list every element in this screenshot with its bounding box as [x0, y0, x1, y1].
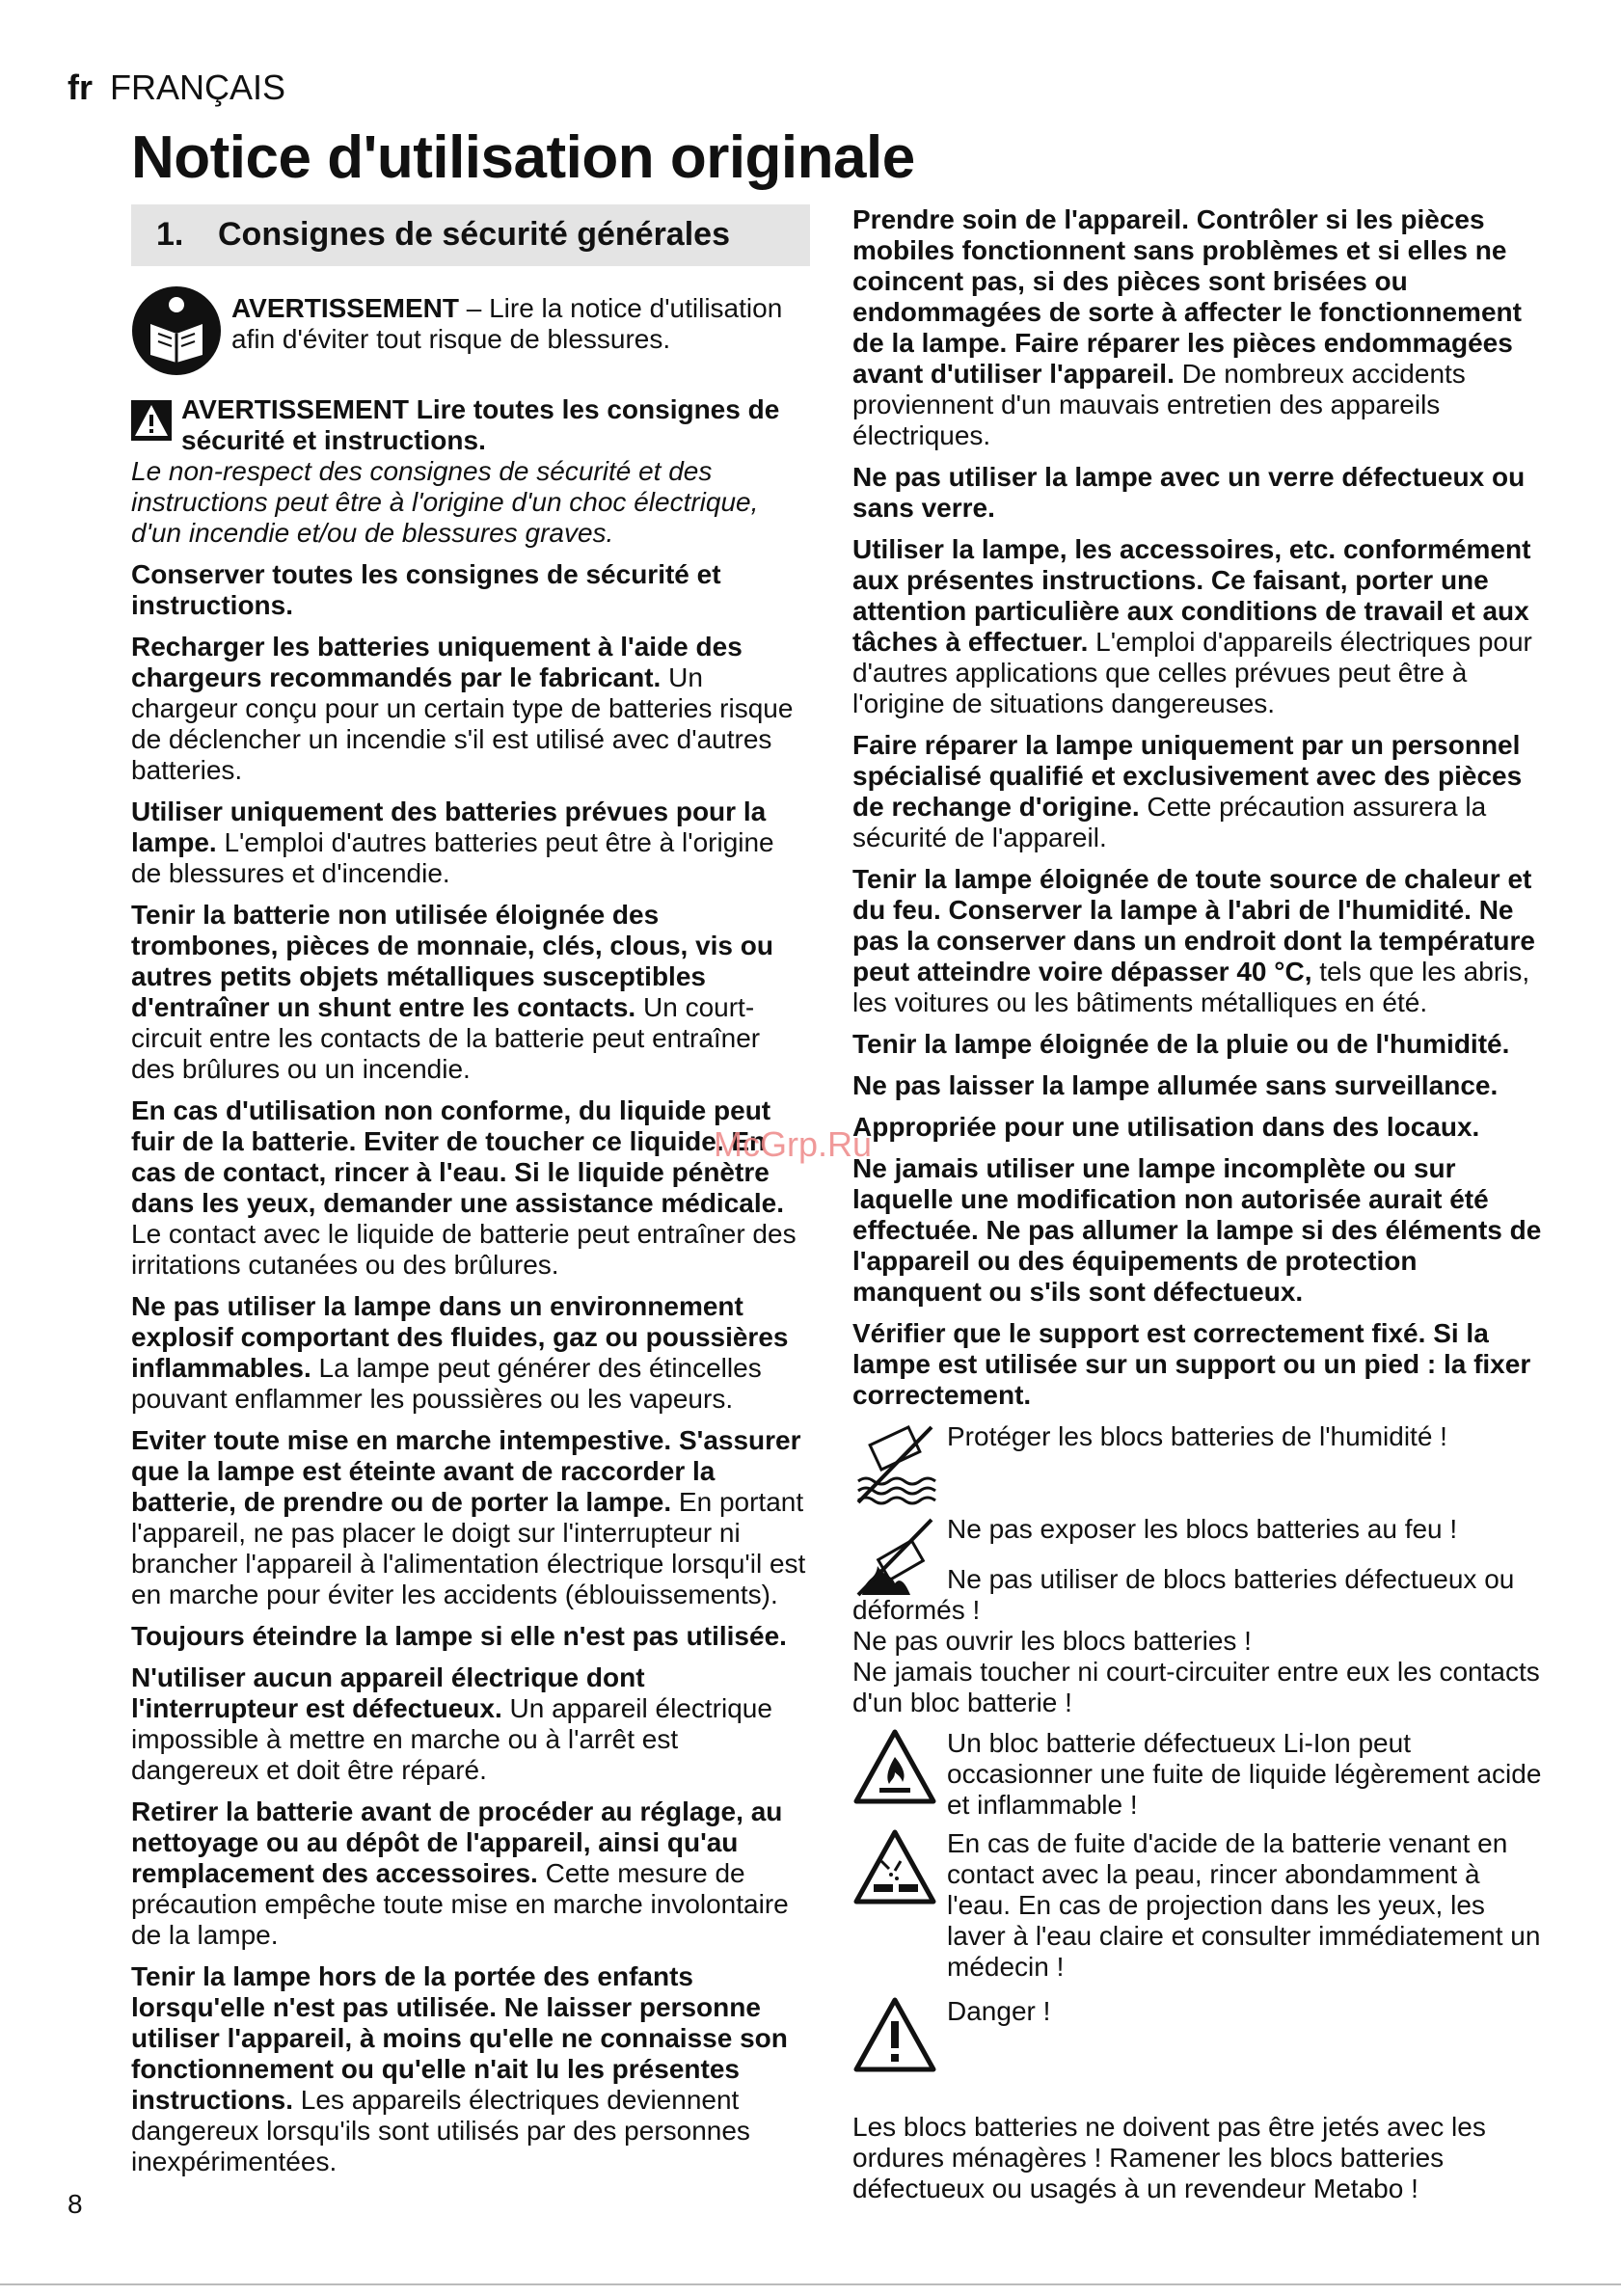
- left-column: [131, 204, 810, 2188]
- symbol-text: Un bloc batterie défectueux Li-Ion peut occasionner une fuite de liquide légèrement acide et inflammable !: [947, 1728, 1542, 1820]
- flammable-warning-icon: [852, 1728, 937, 1805]
- bottom-divider: [0, 2283, 1621, 2285]
- paragraph: Retirer la batterie avant de procéder au réglage, au nettoyage ou au dépôt de l'appareil, ainsi qu'au remplacement des accessoires. Cette mesure de précaution empêche toute mise en marche involontaire de la lampe.: [131, 1796, 789, 1950]
- paragraph: Ne jamais utiliser une lampe incomplète ou sur laquelle une modification non autorisée aurait été effectuée. Ne pas allumer la lampe si des éléments de l'appareil ou des équipements de protection manquent ou s'ils sont défectueux.: [852, 1153, 1542, 1307]
- paragraph: Tenir la lampe éloignée de toute source de chaleur et du feu. Conserver la lampe à l'abri de l'humidité. Ne pas la conserver dans un endroit dont la température peut atteindre voire dépasser 40 °C, tels que les abris, les voitures ou les bâtiments métalliques en été.: [852, 864, 1535, 1017]
- section-heading: [131, 204, 810, 266]
- paragraph: Recharger les batteries uniquement à l'aide des chargeurs recommandés par le fabricant. Un chargeur conçu pour un certain type de batteries risque de déclencher un incendie s'il est utilisé avec d'autres batteries.: [131, 632, 794, 785]
- read-manual-notice: [131, 285, 810, 383]
- symbol-text: Ne pas utiliser de blocs batteries défectueux ou déformés !: [852, 1564, 1515, 1625]
- paragraph: Ne pas utiliser la lampe avec un verre défectueux ou sans verre.: [852, 462, 1526, 523]
- no-moisture-icon: [852, 1421, 937, 1506]
- corrosive-warning-icon: [852, 1828, 937, 1905]
- read-manual-text: – Lire la notice d'utilisation afin d'éviter tout risque de blessures.: [231, 293, 783, 354]
- symbol-flammable: [852, 1728, 1547, 1821]
- watermark: McGrp.Ru: [714, 1124, 873, 1164]
- paragraph: Toujours éteindre la lampe si elle n'est pas utilisée.: [131, 1621, 787, 1651]
- warning-triangle-icon: [131, 400, 172, 441]
- paragraph: N'utiliser aucun appareil électrique dont l'interrupteur est défectueux. Un appareil électrique impossible à mettre en marche ou à l'arrêt est dangereux et doit être réparé.: [131, 1662, 772, 1785]
- symbol-text: Ne jamais toucher ni court-circuiter entre eux les contacts d'un bloc batterie !: [852, 1657, 1540, 1717]
- general-warning: [131, 394, 810, 549]
- paragraph: Tenir la batterie non utilisée éloignée des trombones, pièces de monnaie, clés, clous, vis ou autres petits objets métalliques susceptibles d'entraîner un shunt entre les contacts. Un court-circuit entre les contacts de la batterie peut entraîner des brûlures ou un incendie.: [131, 900, 773, 1084]
- no-fire-icon: [852, 1514, 937, 1599]
- section-title: Consignes de sécurité générales: [218, 216, 730, 253]
- symbol-corrosive: [852, 1828, 1547, 1983]
- read-manual-label: AVERTISSEMENT: [231, 293, 459, 323]
- paragraph: Utiliser la lampe, les accessoires, etc. conformément aux présentes instructions. Ce faisant, porter une attention particulière aux conditions de travail et aux tâches à effectuer. L'emploi d'appareils électriques pour d'autres applications que celles prévues peut être à l'origine de situations dangereuses.: [852, 534, 1532, 718]
- paragraph: Appropriée pour une utilisation dans des locaux.: [852, 1112, 1480, 1142]
- paragraph: Tenir la lampe hors de la portée des enfants lorsqu'elle n'est pas utilisée. Ne laisser personne utiliser l'appareil, à moins qu'elle ne connaisse son fonctionnement ou qu'elle n'ait lu les présentes instructions. Les appareils électriques deviennent dangereux lorsqu'ils sont utilisés par des personnes inexpérimentées.: [131, 1961, 788, 2176]
- paragraph: Ne pas utiliser la lampe dans un environnement explosif comportant des fluides, gaz ou poussières inflammables. La lampe peut générer des étincelles pouvant enflammer les poussières ou les vapeurs.: [131, 1291, 789, 1414]
- warning-heading: AVERTISSEMENT Lire toutes les consignes de sécurité et instructions.: [181, 394, 780, 455]
- right-column: [852, 204, 1547, 2215]
- symbol-no-moisture: [852, 1421, 1547, 1506]
- paragraph: Faire réparer la lampe uniquement par un personnel spécialisé qualifié et exclusivement avec des pièces de rechange d'origine. Cette précaution assurera la sécurité de l'appareil.: [852, 730, 1523, 852]
- symbol-text: Ne pas exposer les blocs batteries au feu !: [947, 1514, 1458, 1544]
- paragraph: Eviter toute mise en marche intempestive. S'assurer que la lampe est éteinte avant de raccorder la batterie, de prendre ou de porter la lampe. En portant l'appareil, ne pas placer le doigt sur l'interrupteur ni brancher l'appareil à l'alimentation électrique lorsqu'il est en marche pour éviter les accidents (éblouissements).: [131, 1425, 806, 1609]
- symbol-text: Ne pas ouvrir les blocs batteries !: [852, 1626, 1252, 1656]
- paragraph: En cas d'utilisation non conforme, du liquide peut fuir de la batterie. Eviter de toucher ce liquide. En cas de contact, rincer à l'eau. Si le liquide pénètre dans les yeux, demander une assistance médicale. Le contact avec le liquide de batterie peut entraîner des irritations cutanées ou des brûlures.: [131, 1095, 797, 1280]
- paragraph: Tenir la lampe éloignée de la pluie ou de l'humidité.: [852, 1029, 1510, 1059]
- disposal-note: Les blocs batteries ne doivent pas être jetés avec les ordures ménagères ! Ramener les blocs batteries défectueux ou usagés à un revendeur Metabo !: [852, 2112, 1486, 2203]
- paragraph: Vérifier que le support est correctement fixé. Si la lampe est utilisée sur un support ou un pied : la fixer correctement.: [852, 1318, 1531, 1410]
- paragraph: Conserver toutes les consignes de sécurité et instructions.: [131, 559, 721, 620]
- section-number: 1.: [156, 216, 184, 253]
- paragraph: Prendre soin de l'appareil. Contrôler si les pièces mobiles fonctionnent sans problèmes et si elles ne coincent pas, si des pièces sont brisées ou endommagées de sorte à affecter le fonctionnement de la lampe. Faire réparer les pièces endommagées avant d'utiliser l'appareil. De nombreux accidents proviennent d'un mauvais entretien des appareils électriques.: [852, 204, 1522, 450]
- paragraph: Ne pas laisser la lampe allumée sans surveillance.: [852, 1070, 1499, 1100]
- symbol-text: En cas de fuite d'acide de la batterie venant en contact avec la peau, rincer abondamment à l'eau. En cas de projection dans les yeux, les laver à l'eau claire et consulter immédiatement un médecin !: [947, 1828, 1541, 1982]
- language-name: FRANÇAIS: [110, 68, 286, 107]
- read-manual-icon: [131, 285, 222, 383]
- symbol-danger: [852, 1996, 1547, 2073]
- language-code: fr: [68, 68, 93, 107]
- danger-warning-icon: [852, 1996, 937, 2073]
- symbol-text: Danger !: [947, 1996, 1051, 2026]
- paragraph: Utiliser uniquement des batteries prévues pour la lampe. L'emploi d'autres batteries peut être à l'origine de blessures et d'incendie.: [131, 797, 774, 888]
- symbol-text: Protéger les blocs batteries de l'humidité !: [947, 1421, 1447, 1451]
- page-title: Notice d'utilisation originale: [131, 124, 915, 191]
- page-number: 8: [68, 2189, 83, 2219]
- page-header: [68, 68, 285, 108]
- warning-text: Le non-respect des consignes de sécurité et des instructions peut être à l'origine d'un choc électrique, d'un incendie et/ou de blessures graves.: [131, 456, 759, 548]
